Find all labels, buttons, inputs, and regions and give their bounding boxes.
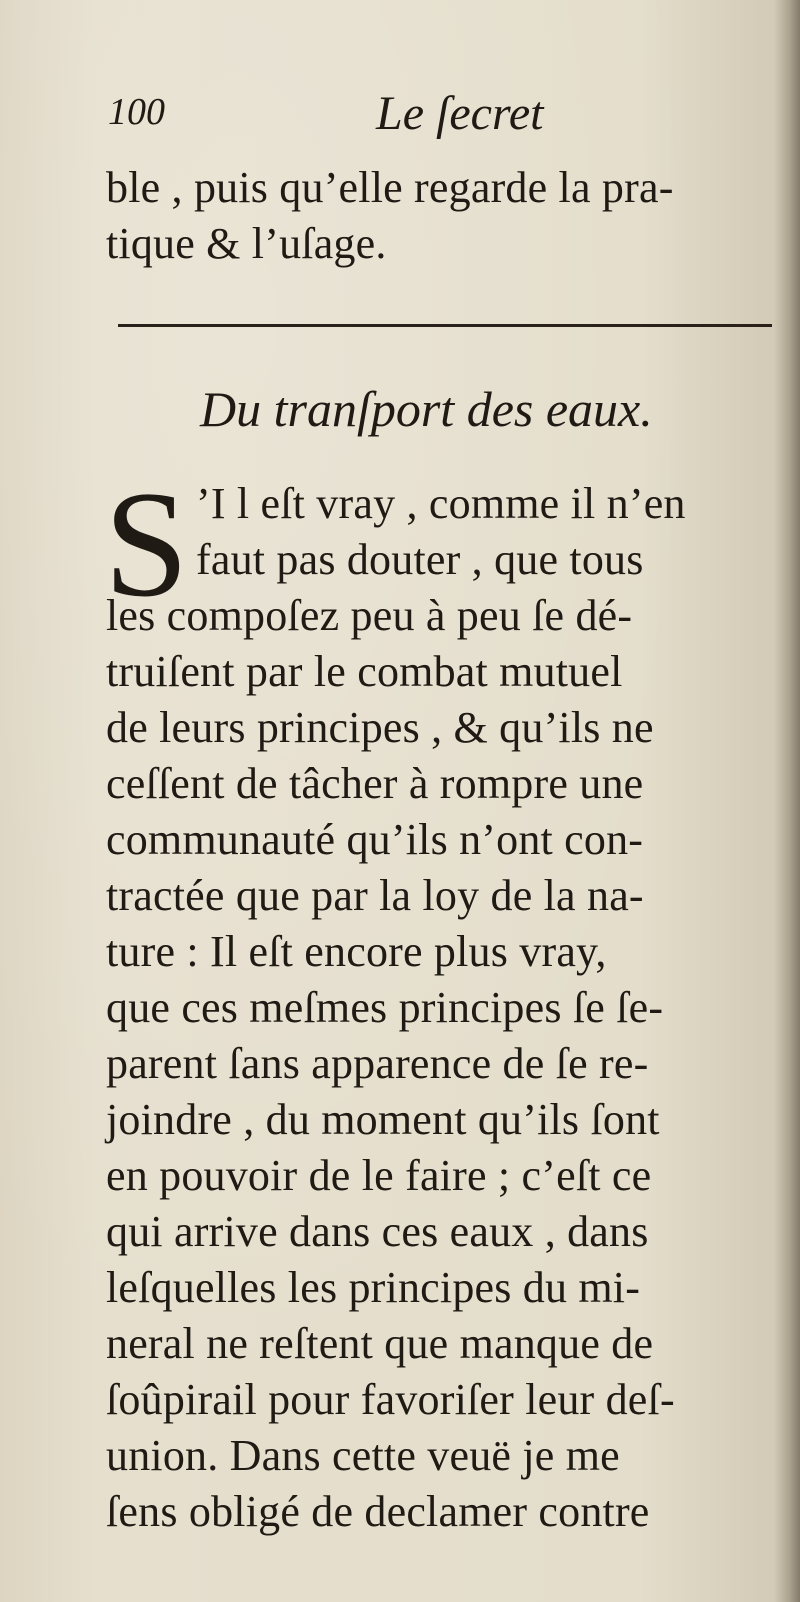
intro-line: ble , puis qu’elle regarde la pra-: [106, 163, 674, 212]
running-title: Le ſecret: [376, 87, 544, 140]
body-line: communauté qu’ils n’ont con-: [106, 815, 644, 864]
body-line: les compoſez peu à peu ſe dé-: [106, 591, 633, 640]
intro-line: tique & l’uſage.: [106, 219, 387, 268]
body-line: ſoûpirail pour favoriſer leur deſ-: [106, 1375, 675, 1424]
body-line: que ces meſmes principes ſe ſe-: [106, 983, 664, 1032]
body-line: ’I l eſt vray , comme il n’en: [196, 479, 686, 528]
drop-cap: S: [104, 460, 189, 628]
body-line: union. Dans cette veuë je me: [106, 1431, 620, 1480]
body-line: tractée que par la loy de la na-: [106, 871, 644, 920]
body-line: ſens obligé de declamer contre: [106, 1487, 650, 1536]
body-line: qui arrive dans ces eaux , dans: [106, 1207, 649, 1256]
body-line: neral ne reſtent que manque de: [106, 1319, 654, 1368]
body-line: ceſſent de tâcher à rompre une: [106, 759, 644, 808]
body-line: en pouvoir de le faire ; c’eſt ce: [106, 1151, 652, 1200]
section-title: Du tranſport des eaux.: [200, 381, 653, 437]
page-number: 100: [108, 91, 165, 133]
body-line: truiſent par le combat mutuel: [106, 647, 623, 696]
body-line: faut pas douter , que tous: [196, 535, 644, 584]
body-line: leſquelles les principes du mi-: [106, 1263, 641, 1312]
body-line: ture : Il eſt encore plus vray,: [106, 927, 607, 976]
body-line: parent ſans apparence de ſe re-: [106, 1039, 649, 1088]
body-line: de leurs principes , & qu’ils ne: [106, 703, 654, 752]
body-line: joindre , du moment qu’ils ſont: [106, 1095, 660, 1144]
